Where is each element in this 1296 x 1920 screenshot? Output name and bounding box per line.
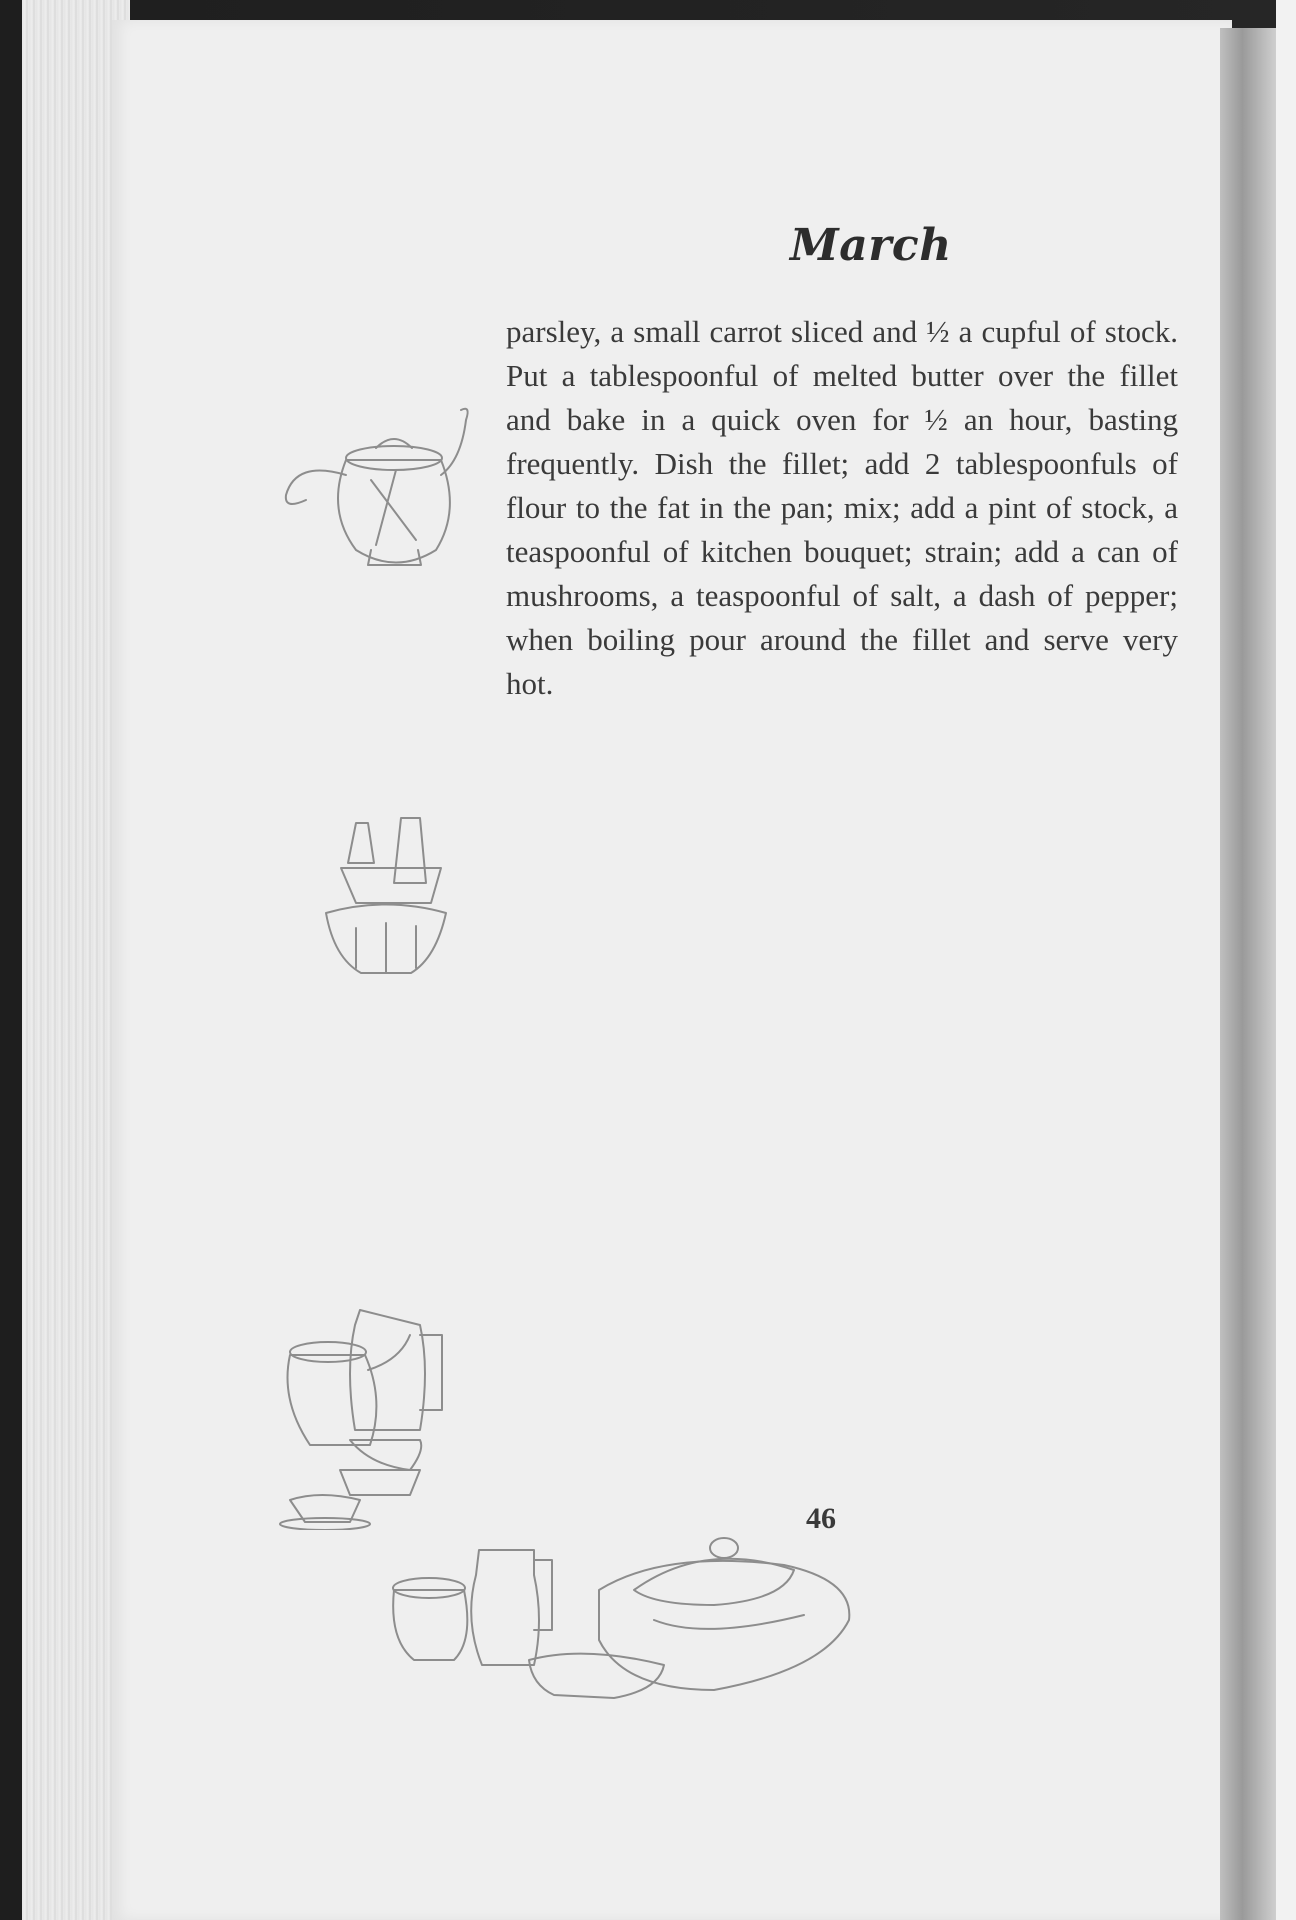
facing-page-edge <box>1220 28 1276 1920</box>
next-page-strip <box>1276 0 1296 1920</box>
salt-shakers-bowl-illustration <box>316 808 466 983</box>
tableware-group-illustration <box>384 1530 860 1710</box>
tea-set-illustration <box>270 1300 460 1530</box>
recipe-text: parsley, a small carrot sliced and ½ a cupful of stock. Put a tablespoonful of melted butter over the fillet and bake in a quick oven for ½ an hour, basting frequently. Dish the fillet; add 2 tablespoonfuls of flour to the fat in the pan; mix; add a pint of stock, a teaspoonful of kitchen bouquet; strain; add a can of mushrooms, a teaspoonful of salt, a dash of pepper; when boiling pour around the fillet and serve very hot. <box>506 314 1178 701</box>
teapot-illustration <box>276 400 476 580</box>
running-header: March <box>790 220 952 271</box>
page-number: 46 <box>806 1502 836 1535</box>
